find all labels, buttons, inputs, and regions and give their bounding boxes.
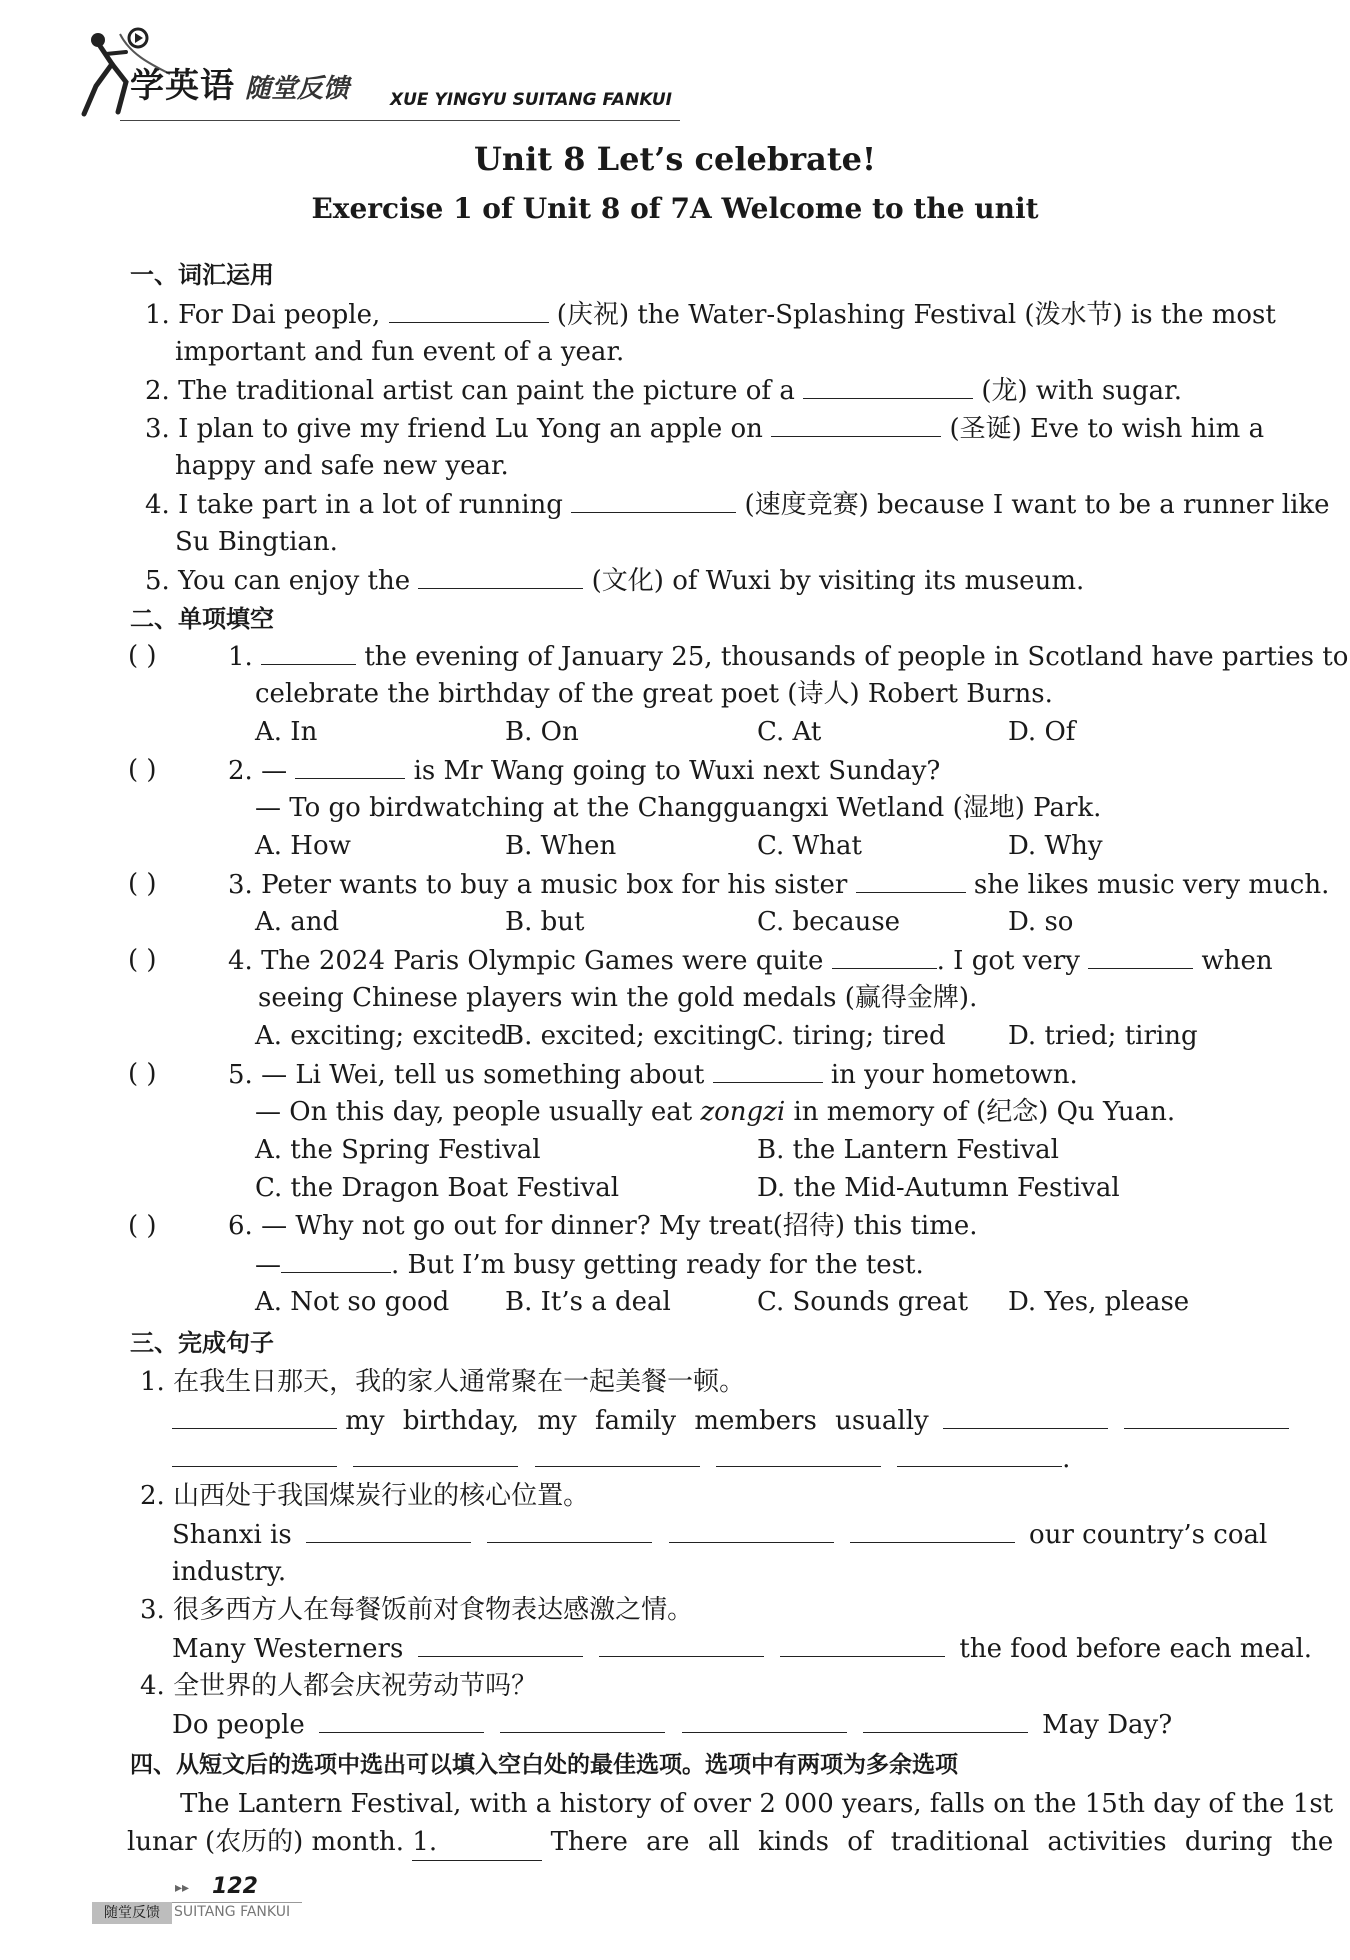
mc-question-2-cont: — To go birdwatching at the Changguangxi Wetland (湿地) Park.	[255, 793, 1102, 823]
answer-blank	[856, 866, 966, 893]
vocab-item-1-cont: important and fun event of a year.	[175, 337, 625, 367]
answer-blank[interactable]	[353, 1440, 518, 1467]
mc-option[interactable]: D. tried; tiring	[1008, 1021, 1198, 1051]
answer-blank[interactable]	[803, 372, 973, 399]
answer-blank[interactable]	[682, 1706, 847, 1733]
answer-paren[interactable]: ( )	[128, 1211, 157, 1241]
mc-option[interactable]: C. the Dragon Boat Festival	[255, 1173, 620, 1203]
footer-rule	[172, 1902, 302, 1903]
section2-heading: 二、单项填空	[130, 605, 274, 633]
answer-blank[interactable]	[319, 1706, 484, 1733]
mc-option[interactable]: C. At	[757, 717, 822, 747]
mc-question-1: 1. the evening of January 25, thousands of people in Scotland have parties to	[228, 638, 1348, 675]
mc-option[interactable]: D. Of	[1008, 717, 1076, 747]
mc-option[interactable]: B. When	[505, 831, 617, 861]
answer-blank[interactable]	[418, 1630, 583, 1657]
section1-heading: 一、词汇运用	[130, 261, 274, 289]
answer-blank[interactable]	[306, 1516, 471, 1543]
mc-question-4-cont: seeing Chinese players win the gold medals (赢得金牌).	[258, 983, 978, 1013]
sentence-item-1-en-cont: .	[172, 1440, 1070, 1477]
answer-blank	[281, 1246, 391, 1273]
mc-option[interactable]: A. In	[255, 717, 318, 747]
answer-blank[interactable]	[669, 1516, 834, 1543]
exercise-title: Exercise 1 of Unit 8 of 7A Welcome to the unit	[311, 192, 1039, 225]
double-arrow-icon: ▸▸	[175, 1880, 190, 1896]
sentence-item-1-cn: 1. 在我生日那天，我的家人通常聚在一起美餐一顿。	[140, 1367, 746, 1397]
mc-option[interactable]: B. It’s a deal	[505, 1287, 671, 1317]
mc-option[interactable]: A. How	[255, 831, 351, 861]
sentence-item-1-en: my birthday, my family members usually	[172, 1402, 1289, 1439]
header-subtitle-en: XUE YINGYU SUITANG FANKUI	[390, 90, 673, 110]
section4-heading: 四、从短文后的选项中选出可以填入空白处的最佳选项。选项中有两项为多余选项	[130, 1752, 958, 1778]
mc-option[interactable]: B. the Lantern Festival	[757, 1135, 1059, 1165]
mc-question-5: 5. — Li Wei, tell us something about in your hometown.	[228, 1056, 1078, 1093]
sentence-item-2-en-cont: industry.	[172, 1557, 287, 1587]
answer-blank[interactable]	[487, 1516, 652, 1543]
answer-paren[interactable]: ( )	[128, 869, 157, 899]
mc-option[interactable]: A. the Spring Festival	[255, 1135, 541, 1165]
mc-option[interactable]: C. tiring; tired	[757, 1021, 946, 1051]
answer-blank[interactable]	[535, 1440, 700, 1467]
answer-paren[interactable]: ( )	[128, 945, 157, 975]
answer-blank[interactable]	[771, 410, 941, 437]
answer-blank[interactable]	[418, 562, 583, 589]
answer-paren[interactable]: ( )	[128, 755, 157, 785]
sentence-item-2-cn: 2. 山西处于我国煤炭行业的核心位置。	[140, 1481, 590, 1511]
sentence-item-4-en: Do people May Day?	[172, 1706, 1172, 1743]
answer-paren[interactable]: ( )	[128, 641, 157, 671]
answer-blank	[261, 638, 356, 665]
answer-blank[interactable]	[1124, 1402, 1289, 1429]
mc-option[interactable]: D. Why	[1008, 831, 1103, 861]
section3-heading: 三、完成句子	[130, 1329, 274, 1357]
passage-line-1: The Lantern Festival, with a history of over 2 000 years, falls on the 15th day of the 1st	[180, 1789, 1334, 1819]
mc-option[interactable]: A. Not so good	[255, 1287, 450, 1317]
answer-blank[interactable]	[943, 1402, 1108, 1429]
answer-paren[interactable]: ( )	[128, 1059, 157, 1089]
passage-line-2: lunar (农历的) month. 1. There are all kinds of traditional activities during the	[127, 1824, 1333, 1861]
mc-option[interactable]: D. the Mid-Autumn Festival	[757, 1173, 1120, 1203]
answer-blank	[1088, 942, 1193, 969]
answer-blank[interactable]	[850, 1516, 1015, 1543]
mc-question-6: 6. — Why not go out for dinner? My treat(招待) this time.	[228, 1211, 978, 1241]
mc-question-2: 2. — is Mr Wang going to Wuxi next Sunday?	[228, 752, 940, 789]
vocab-item-4: 4. I take part in a lot of running (速度竞赛) because I want to be a runner like	[145, 486, 1330, 523]
header-subtitle: 随堂反馈	[245, 74, 350, 104]
answer-blank[interactable]	[863, 1706, 1028, 1733]
mc-option[interactable]: C. because	[757, 907, 901, 937]
passage-blank-1[interactable]: 1.	[412, 1824, 542, 1861]
sentence-item-2-en: Shanxi is our country’s coal	[172, 1516, 1267, 1553]
mc-option[interactable]: D. Yes, please	[1008, 1287, 1190, 1317]
vocab-item-2: 2. The traditional artist can paint the picture of a (龙) with sugar.	[145, 372, 1182, 409]
mc-option[interactable]: C. Sounds great	[757, 1287, 969, 1317]
mc-option[interactable]: A. and	[255, 907, 340, 937]
footer-tag: 随堂反馈	[92, 1902, 172, 1924]
answer-blank	[832, 942, 937, 969]
answer-blank[interactable]	[389, 296, 549, 323]
sentence-item-3-en: Many Westerners the food before each meal.	[172, 1630, 1312, 1667]
answer-blank[interactable]	[780, 1630, 945, 1657]
mc-question-6-cont: — . But I’m busy getting ready for the test.	[255, 1246, 924, 1283]
mc-option[interactable]: B. but	[505, 907, 585, 937]
mc-option[interactable]: A. exciting; excited	[255, 1021, 508, 1051]
vocab-item-4-cont: Su Bingtian.	[175, 527, 338, 557]
vocab-item-3-cont: happy and safe new year.	[175, 451, 509, 481]
mc-option[interactable]: D. so	[1008, 907, 1074, 937]
mc-option[interactable]: B. On	[505, 717, 579, 747]
sentence-item-3-cn: 3. 很多西方人在每餐饭前对食物表达感激之情。	[140, 1595, 694, 1625]
answer-blank[interactable]	[172, 1402, 337, 1429]
page-number: 122	[212, 1874, 258, 1899]
mc-option[interactable]: C. What	[757, 831, 862, 861]
mc-option[interactable]: B. excited; exciting	[505, 1021, 759, 1051]
answer-blank	[713, 1056, 823, 1083]
answer-blank[interactable]	[571, 486, 736, 513]
unit-title: Unit 8 Let’s celebrate!	[473, 140, 877, 178]
answer-blank[interactable]	[500, 1706, 665, 1733]
answer-blank[interactable]	[897, 1440, 1062, 1467]
mc-question-5-cont: — On this day, people usually eat zongzi in memory of (纪念) Qu Yuan.	[255, 1097, 1176, 1127]
sentence-item-4-cn: 4. 全世界的人都会庆祝劳动节吗？	[140, 1671, 538, 1701]
answer-blank	[295, 752, 405, 779]
header-title: 学英语	[130, 66, 235, 106]
vocab-item-5: 5. You can enjoy the (文化) of Wuxi by visiting its museum.	[145, 562, 1084, 599]
vocab-item-3: 3. I plan to give my friend Lu Yong an apple on (圣诞) Eve to wish him a	[145, 410, 1264, 447]
footer-tag-en: SUITANG FANKUI	[174, 1904, 291, 1920]
answer-blank[interactable]	[172, 1440, 337, 1467]
mc-question-3: 3. Peter wants to buy a music box for his sister she likes music very much.	[228, 866, 1329, 903]
mc-question-4: 4. The 2024 Paris Olympic Games were quite . I got very when	[228, 942, 1273, 979]
answer-blank[interactable]	[716, 1440, 881, 1467]
header-rule	[120, 120, 680, 121]
answer-blank[interactable]	[599, 1630, 764, 1657]
mc-question-1-cont: celebrate the birthday of the great poet (诗人) Robert Burns.	[255, 679, 1053, 709]
vocab-item-1: 1. For Dai people, (庆祝) the Water-Splashing Festival (泼水节) is the most	[145, 296, 1275, 333]
